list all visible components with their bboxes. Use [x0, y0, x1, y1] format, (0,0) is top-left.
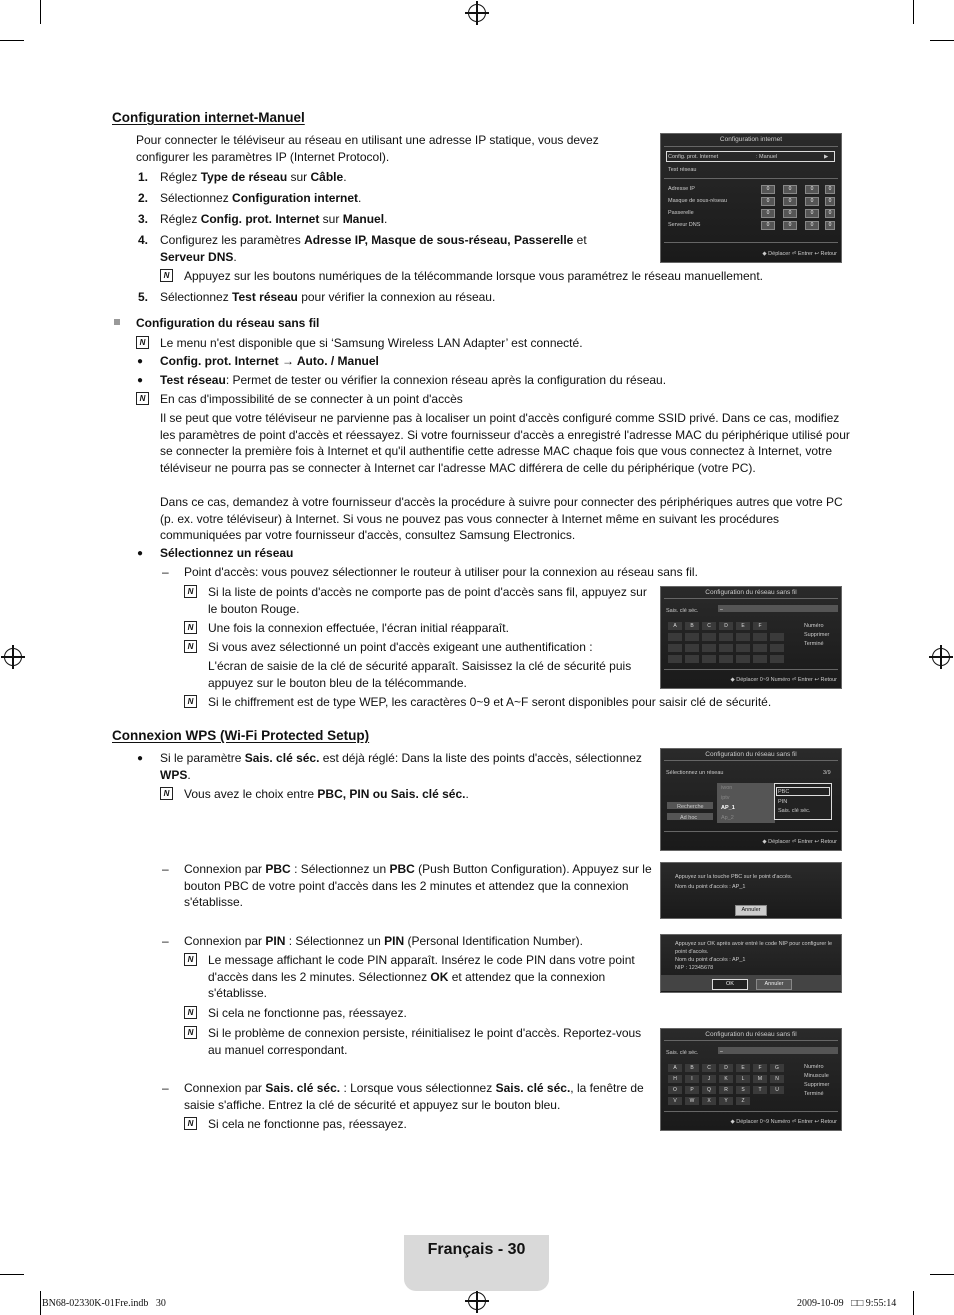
row-label: Passerelle [668, 210, 694, 216]
key-blank [770, 655, 784, 663]
key-C: C [702, 622, 716, 630]
note-text: Le message affichant le code PIN apparaît. Insérez le code PIN dans votre point d'accès dans les 2 minutes. Sélectionnez OK et attendez que la connexion s'établisse. [208, 953, 635, 1000]
note-text: En cas d'impossibilité de se connecter à un point d'accès [160, 392, 463, 406]
legend-item: Terminé [804, 641, 824, 647]
ip-field: 0 [783, 197, 797, 206]
ip-field: 0 [805, 221, 819, 230]
step-number: 4. [138, 233, 149, 247]
screen-message: NIP : 12345678 [675, 965, 714, 971]
key-S: S [736, 1086, 750, 1094]
bullet-text: Test réseau: Permet de tester ou vérifier la connexion réseau après la configuration du réseau. [160, 373, 667, 387]
legend-item: Supprimer [804, 632, 830, 638]
registration-mark-icon [4, 648, 22, 666]
bullet-icon: ● [137, 356, 144, 367]
wps-option: PIN [778, 799, 788, 805]
key-blank [719, 633, 733, 641]
dash: – [162, 862, 169, 876]
square-bullet-icon [114, 319, 120, 325]
key-blank [719, 644, 733, 652]
note-icon: N [184, 621, 197, 634]
key-C: C [702, 1064, 716, 1072]
key-E: E [736, 622, 750, 630]
registration-mark-icon [468, 4, 486, 22]
tv-screen-pin [660, 934, 842, 993]
step-2: Sélectionnez Configuration internet. [160, 191, 362, 205]
step-number: 3. [138, 212, 149, 226]
row-label: Test réseau [668, 167, 697, 173]
key-blank [770, 644, 784, 652]
key-blank [753, 633, 767, 641]
key-J: J [702, 1075, 716, 1083]
screen-message: Appuyez sur la touche PBC sur le point d'accès. [675, 874, 793, 880]
note-text: Appuyez sur les boutons numériques de la télécommande lorsque vous paramétrez le réseau manuellement. [184, 269, 763, 283]
subsection-heading: Configuration du réseau sans fil [136, 316, 320, 330]
legend-item: Terminé [804, 1091, 824, 1097]
note-icon: N [184, 1026, 197, 1039]
crop-mark [930, 1274, 954, 1275]
note-text: Si cela ne fonctionne pas, réessayez. [208, 1117, 407, 1131]
print-date: 2009-10-09 □□ 9:55:14 [797, 1298, 897, 1309]
screen-footer: ◆ Déplacer ⏎ Entrer ↩ Retour [762, 839, 837, 845]
legend-item: Numéro [804, 623, 824, 629]
key-P: P [685, 1086, 699, 1094]
key-Z: Z [736, 1097, 750, 1105]
legend-item: Numéro [804, 1064, 824, 1070]
ip-field: 0 [825, 221, 835, 230]
key-input: _ [718, 605, 838, 612]
tv-screen-network-select [660, 748, 842, 851]
key-blank [770, 633, 784, 641]
key-X: X [702, 1097, 716, 1105]
key-Y: Y [719, 1097, 733, 1105]
ip-field: 0 [825, 209, 835, 218]
note-text: Si la liste de points d'accès ne comporte pas de point d'accès sans fil, appuyez sur le bouton Rouge. [208, 585, 647, 616]
step-1: Réglez Type de réseau sur Câble. [160, 170, 347, 184]
screen-message: Nom du point d'accès : AP_1 [675, 957, 746, 963]
side-button-label: Recherche [677, 804, 704, 810]
bullet-text: Sélectionnez un réseau [160, 546, 294, 560]
key-blank [685, 633, 699, 641]
legend-item: Supprimer [804, 1082, 830, 1088]
crop-mark [40, 0, 41, 24]
arrow-right-icon: ▶ [824, 154, 829, 160]
ip-field: 0 [761, 221, 775, 230]
wps-option: PBC [778, 789, 790, 795]
key-M: M [753, 1075, 767, 1083]
key-A: A [668, 1064, 682, 1072]
note-icon: N [136, 336, 149, 349]
tv-screen-internet-config [660, 133, 842, 263]
key-B: B [685, 622, 699, 630]
note-text: Le menu n'est disponible que si ‘Samsung Wireless LAN Adapter’ est connecté. [160, 336, 583, 350]
legend-item: Minuscule [804, 1073, 829, 1079]
key-D: D [719, 622, 733, 630]
screen-title: Configuration du réseau sans fil [705, 1031, 797, 1038]
bullet-text: Config. prot. Internet → Auto. / Manuel [160, 354, 379, 368]
key-W: W [685, 1097, 699, 1105]
paragraph: Il se peut que votre téléviseur ne parvienne pas à localiser un point d'accès configuré comme SSID privé. Dans ce cas, modifiez les paramètres de point d'accès et réessayez. Si votre fournisseur d'accès a enregistré l'adresse MAC du périphérique utilisé pour se connecter la première fois à Internet et qu'il authentifie cette adresse MAC chaque fois que vous connectez à Internet, votre téléviseur ne pourra pas se connecter à Internet car l'adresse MAC différera de celle du périphérique (votre PC). [160, 411, 850, 475]
key-R: R [719, 1086, 733, 1094]
key-blank [668, 644, 682, 652]
key-D: D [719, 1064, 733, 1072]
dash-text: Point d'accès: vous pouvez sélectionner le routeur à utiliser pour la connexion au réseau sans fil. [184, 565, 698, 579]
key-F: F [753, 622, 767, 630]
key-K: K [719, 1075, 733, 1083]
key-blank [685, 644, 699, 652]
key-B: B [685, 1064, 699, 1072]
ip-field: 0 [805, 209, 819, 218]
tv-screen-pbc [660, 862, 842, 919]
note-icon: N [184, 953, 197, 966]
key-blank [668, 633, 682, 641]
key-blank [702, 655, 716, 663]
cancel-button[interactable]: Annuler [756, 979, 792, 990]
row-label: Serveur DNS [668, 222, 701, 228]
step-4: Configurez les paramètres Adresse IP, Masque de sous-réseau, Passerelle et Serveur DNS. [160, 233, 587, 264]
note-icon: N [160, 787, 173, 800]
key-A: A [668, 622, 682, 630]
ip-field: 0 [805, 185, 819, 194]
note-icon: N [184, 640, 197, 653]
key-blank [753, 644, 767, 652]
key-F: F [753, 1064, 767, 1072]
tv-screen-security-key [660, 586, 842, 689]
ip-field: 0 [761, 197, 775, 206]
ip-field: 0 [783, 185, 797, 194]
key-blank [702, 633, 716, 641]
note-icon: N [136, 392, 149, 405]
key-input: _ [718, 1047, 838, 1054]
bullet-icon: ● [137, 753, 144, 764]
network-item: Ap_2 [721, 815, 734, 821]
crop-mark [40, 1291, 41, 1315]
network-item: iwon [721, 785, 733, 791]
note-icon: N [184, 1117, 197, 1130]
bullet-icon: ● [137, 375, 144, 386]
ip-field: 0 [783, 209, 797, 218]
screen-footer: ◆ Déplacer ⏎ Entrer ↩ Retour [762, 251, 837, 257]
screen-message: Nom du point d'accès : AP_1 [675, 884, 746, 890]
ip-field: 0 [825, 197, 835, 206]
key-blank [685, 655, 699, 663]
wps-option: Sais. clé séc. [778, 808, 811, 814]
screen-title: Configuration du réseau sans fil [705, 751, 797, 758]
file-info: BN68-02330K-01Fre.indb 30 [42, 1298, 166, 1309]
key-blank [736, 644, 750, 652]
key-blank [719, 655, 733, 663]
row-label: Config. prot. Internet [668, 154, 719, 160]
screen-message: Appuyez sur OK après avoir entré le code NIP pour configurer le point d'accès. [675, 941, 833, 955]
dash: – [162, 934, 169, 948]
key-label: Sais. clé séc. [666, 608, 699, 614]
note-text: Si le chiffrement est de type WEP, les caractères 0~9 et A~F seront disponibles pour saisir clé de sécurité. [208, 695, 772, 709]
registration-mark-icon [468, 1292, 486, 1310]
key-Q: Q [702, 1086, 716, 1094]
key-blank [702, 644, 716, 652]
dash: – [162, 1081, 169, 1095]
note-icon: N [184, 585, 197, 598]
step-5: Sélectionnez Test réseau pour vérifier la connexion au réseau. [160, 290, 496, 304]
ip-field: 0 [783, 221, 797, 230]
key-blank [736, 655, 750, 663]
section-heading: Connexion WPS (Wi-Fi Protected Setup) [112, 728, 370, 743]
page-number-box [404, 1235, 549, 1291]
key-O: O [668, 1086, 682, 1094]
note-text: L'écran de saisie de la clé de sécurité apparaît. Saisissez la clé de sécurité puis appuyez sur le bouton bleu de la télécommande. [208, 659, 632, 690]
note-text: Une fois la connexion effectuée, l'écran initial réapparaît. [208, 621, 509, 635]
tv-screen-security-key-full [660, 1028, 842, 1131]
key-label: Sais. clé séc. [666, 1050, 699, 1056]
button-bar [661, 975, 841, 991]
note-text: Si cela ne fonctionne pas, réessayez. [208, 1006, 407, 1020]
key-I: I [685, 1075, 699, 1083]
key-L: L [736, 1075, 750, 1083]
key-blank [736, 633, 750, 641]
screen-subtitle: Sélectionnez un réseau [666, 770, 724, 776]
step-3: Réglez Config. prot. Internet sur Manuel. [160, 212, 388, 226]
paragraph: Dans ce cas, demandez à votre fournisseur d'accès la procédure à suivre pour connecter des périphériques autres que votre PC (p. ex. votre téléviseur) à Internet. Si vous ne pouvez pas vous connecter à Internet même en suivant les procédures communiquées par votre fournisseur d'accès, consultez Samsung Electronics. [160, 495, 843, 542]
step-number: 2. [138, 191, 149, 205]
crop-mark [0, 40, 24, 41]
note-icon: N [184, 1006, 197, 1019]
row-label: Adresse IP [668, 186, 695, 192]
ip-field: 0 [825, 185, 835, 194]
note-text: Vous avez le choix entre PBC, PIN ou Sais. clé séc.. [184, 787, 469, 801]
bullet-text: Si le paramètre Sais. clé séc. est déjà réglé: Dans la liste des points d'accès, sélectionnez WPS. [160, 751, 642, 782]
ip-field: 0 [761, 185, 775, 194]
row-value: : Manuel [756, 154, 778, 160]
dash-text: Connexion par Sais. clé séc. : Lorsque vous sélectionnez Sais. clé séc., la fenêtre de saisie s'affiche. Entrez la clé de sécurité et appuyez sur le bouton bleu. [184, 1081, 644, 1112]
screen-footer: ◆ Déplacer 0~9 Numéro ⏎ Entrer ↩ Retour [730, 1119, 837, 1125]
crop-mark [930, 40, 954, 41]
page-count: 3/9 [823, 770, 831, 776]
key-blank [668, 655, 682, 663]
bullet-icon: ● [137, 548, 144, 559]
dash: – [162, 565, 169, 579]
cancel-button[interactable]: Annuler [735, 905, 767, 916]
network-item: AP_1 [721, 805, 735, 811]
step-number: 1. [138, 170, 149, 184]
key-V: V [668, 1097, 682, 1105]
page-number: Français - 30 [427, 1241, 526, 1258]
intro-text: Pour connecter le téléviseur au réseau en utilisant une adresse IP statique, vous devez configurer les paramètres IP (Internet Protocol). [136, 133, 599, 164]
crop-mark [913, 1291, 914, 1315]
screen-title: Configuration du réseau sans fil [705, 589, 797, 596]
key-E: E [736, 1064, 750, 1072]
ok-button[interactable]: OK [712, 979, 748, 990]
note-icon: N [160, 269, 173, 282]
step-number: 5. [138, 290, 149, 304]
key-U: U [770, 1086, 784, 1094]
side-button-label: Ad hoc [680, 815, 698, 821]
ip-field: 0 [761, 209, 775, 218]
dash-text: Connexion par PIN : Sélectionnez un PIN (Personal Identification Number). [184, 934, 583, 948]
key-T: T [753, 1086, 767, 1094]
screen-footer: ◆ Déplacer 0~9 Numéro ⏎ Entrer ↩ Retour [730, 677, 837, 683]
key-G: G [770, 1064, 784, 1072]
note-text: Si vous avez sélectionné un point d'accès exigeant une authentification : [208, 640, 593, 654]
network-item: iptv [721, 795, 730, 801]
ip-field: 0 [805, 197, 819, 206]
note-icon: N [184, 695, 197, 708]
crop-mark [913, 0, 914, 24]
section-heading: Configuration internet-Manuel [112, 110, 305, 125]
screen-title: Configuration internet [719, 136, 783, 143]
row-label: Masque de sous-réseau [668, 198, 728, 204]
key-N: N [770, 1075, 784, 1083]
key-blank [753, 655, 767, 663]
key-H: H [668, 1075, 682, 1083]
dash-text: Connexion par PBC : Sélectionnez un PBC (Push Button Configuration). Appuyez sur le bouton PBC de votre point d'accès dans les 2 minutes et attendez que la connexion s'établisse. [184, 862, 652, 909]
note-text: Si le problème de connexion persiste, réinitialisez le point d'accès. Reportez-vous au manuel correspondant. [208, 1026, 642, 1057]
registration-mark-icon [932, 648, 950, 666]
crop-mark [0, 1274, 24, 1275]
